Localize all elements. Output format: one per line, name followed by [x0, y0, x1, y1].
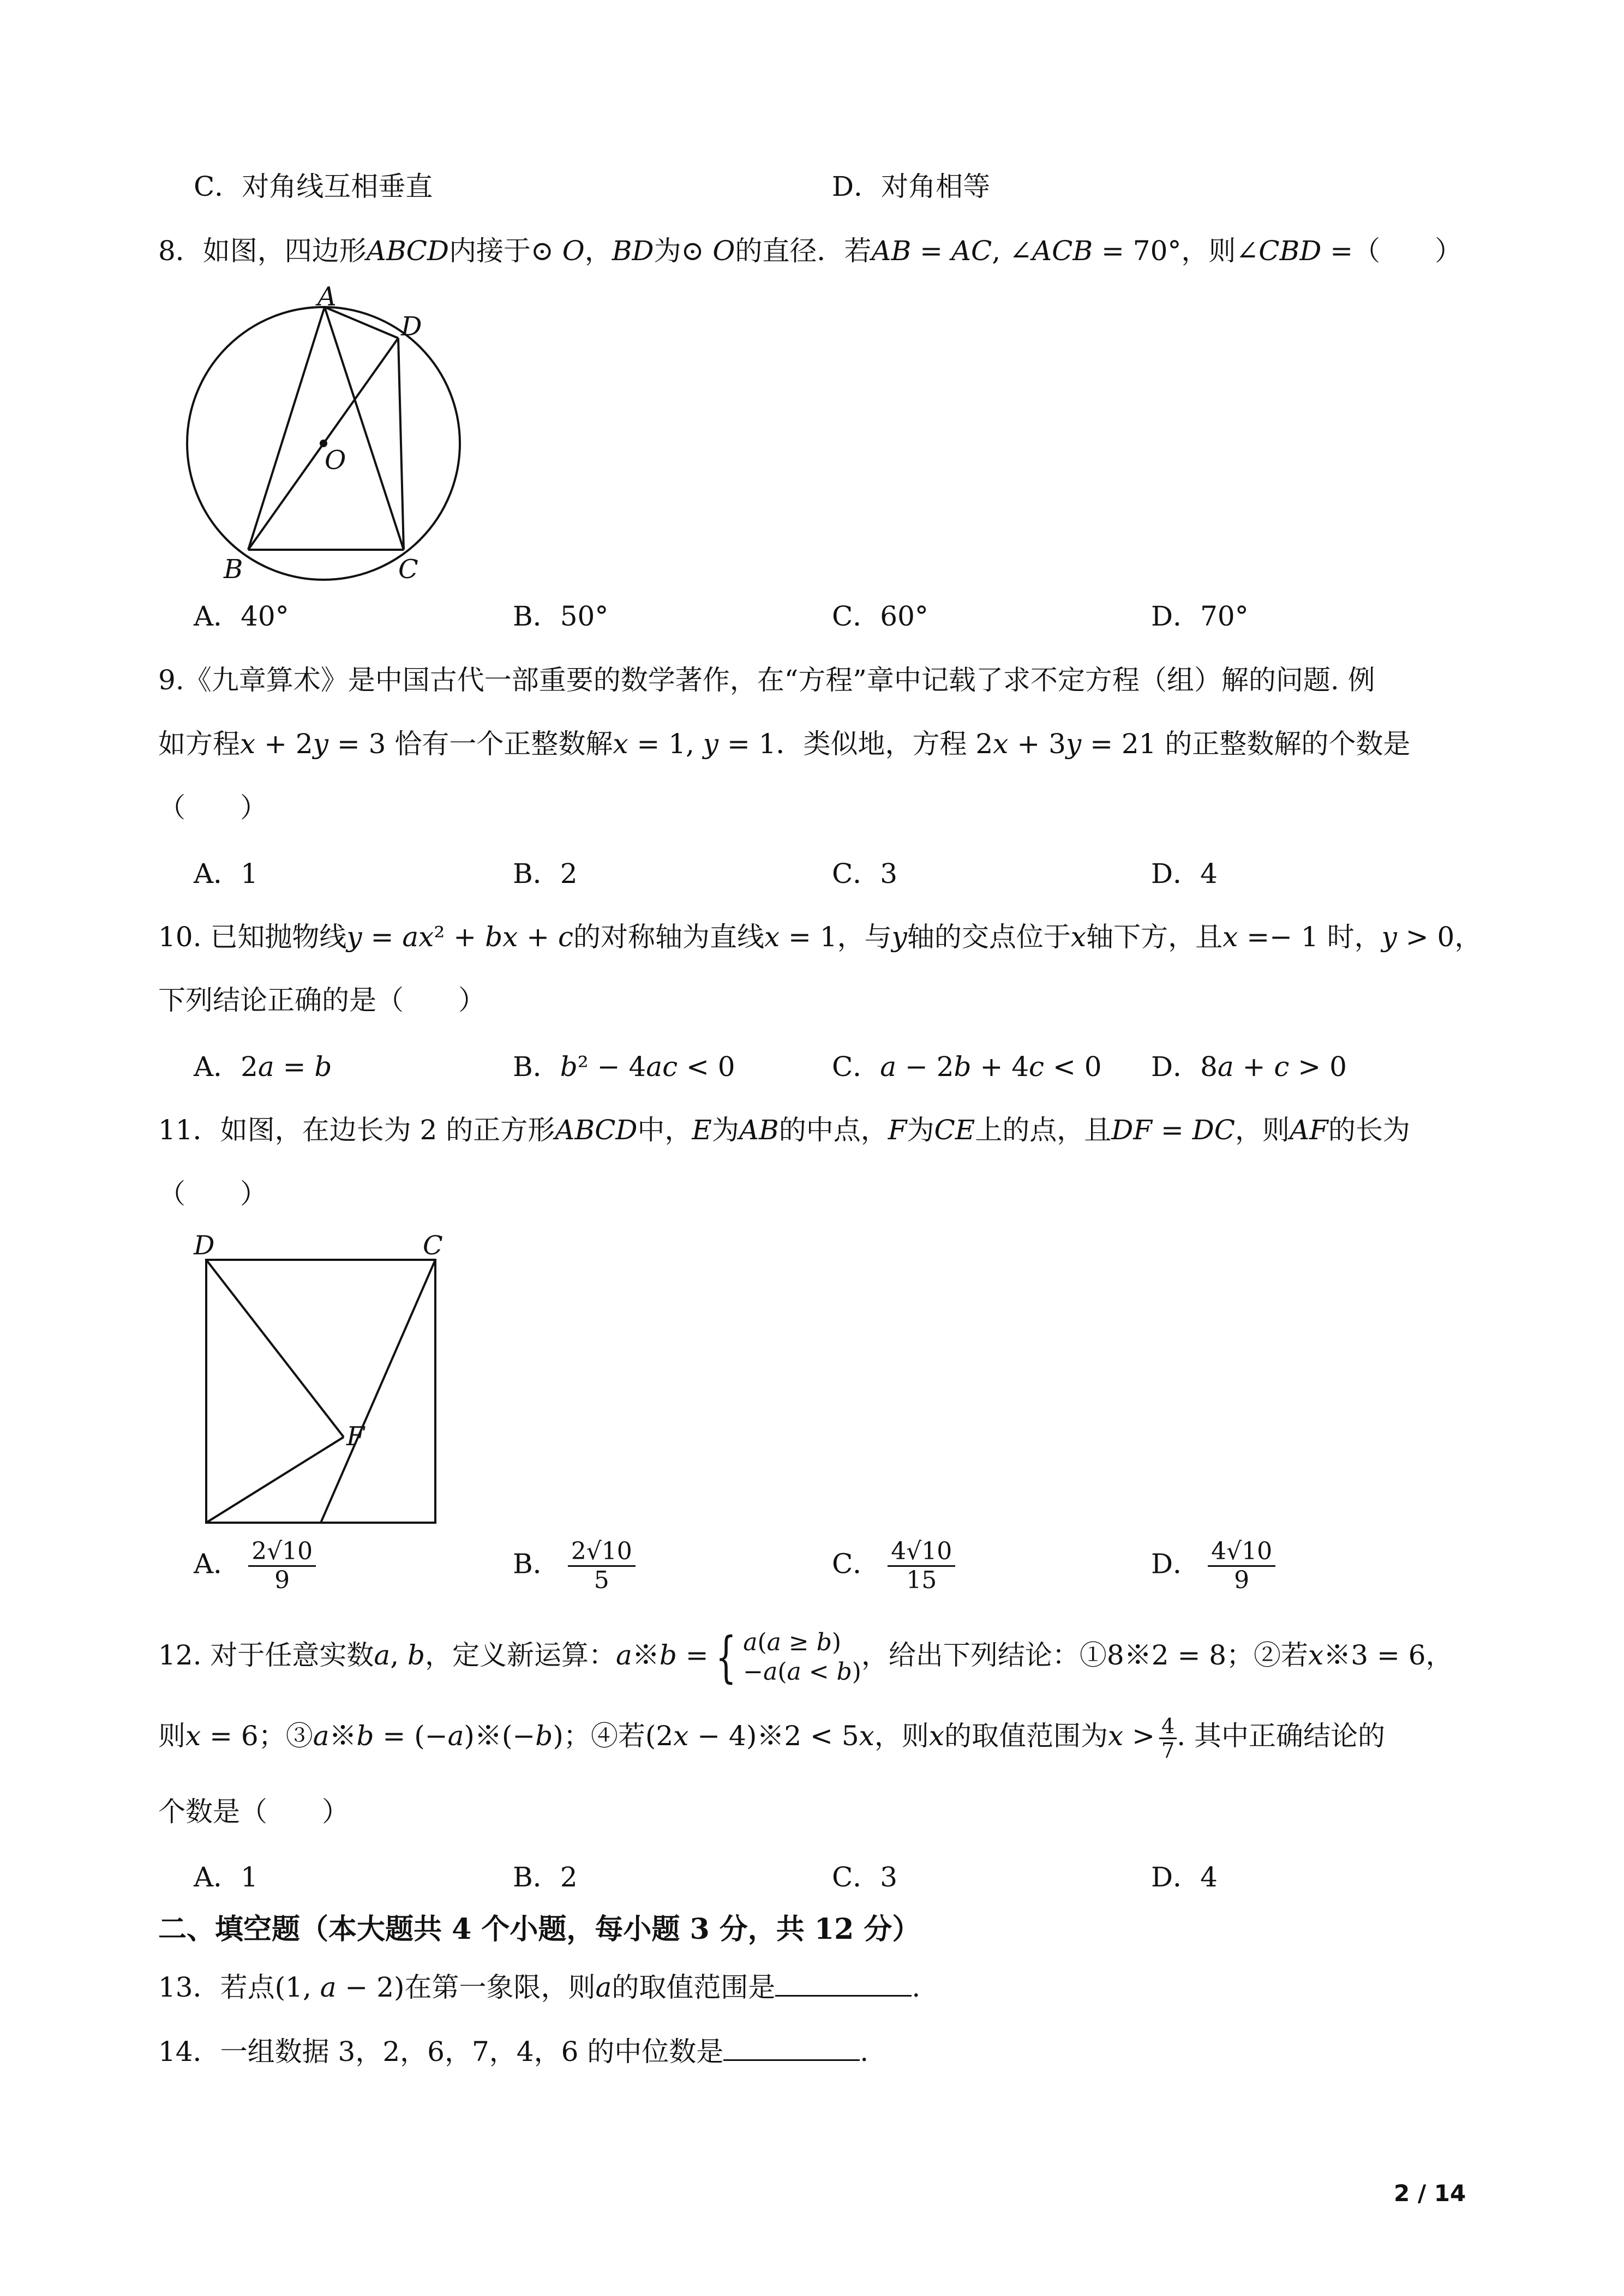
q10-line-1: 10. 已知抛物线𝑦 = 𝑎𝑥² + 𝑏𝑥 + 𝑐的对称轴为直线𝑥 = 1，与𝑦轴的交点位于𝑥轴下方，且𝑥 =− 1 时，𝑦 > 0， [158, 921, 1482, 953]
option-fraction [248, 1538, 316, 1594]
segment-af [206, 1437, 344, 1523]
option-letter: C． [832, 1548, 880, 1580]
label-d: D [401, 311, 422, 342]
q12-line-1 [158, 1625, 1453, 1687]
section-2-title: 二、填空题（本大题共 4 个小题，每小题 3 分，共 12 分） [158, 1913, 921, 1946]
q12-line-1-prefix: 12. 对于任意实数𝑎, 𝑏，定义新运算：𝑎※𝑏 = [158, 1639, 709, 1671]
q8-option-c: C．60° [832, 600, 928, 632]
q12-line-3: 个数是（ ） [158, 1796, 349, 1828]
q12-option-a: A．1 [194, 1861, 258, 1893]
q12-option-c: C．3 [832, 1861, 898, 1893]
q14-line [158, 2033, 868, 2069]
q10-option-b: B．𝑏² − 4𝑎𝑐 < 0 [513, 1051, 735, 1083]
q9-line-1: 9.《九章算术》是中国古代一部重要的数学著作，在“方程”章中记载了求不定方程（组）解的问题. 例 [158, 664, 1375, 696]
q12-line-2 [158, 1710, 1385, 1762]
q14-answer-blank[interactable] [723, 2033, 860, 2061]
numerator: 4√10 [888, 1538, 955, 1567]
q10-option-c: C．𝑎 − 2𝑏 + 4𝑐 < 0 [832, 1051, 1102, 1083]
q8-option-d: D．70° [1151, 600, 1249, 632]
q11-option-a [194, 1538, 316, 1594]
q11-line-2: （ ） [158, 1178, 267, 1210]
q11-option-b [513, 1538, 636, 1594]
q12-line-2-prefix: 则𝑥 = 6；③𝑎※𝑏 = (−𝑎)※(−𝑏)；④若(2𝑥 − 4)※2 < 5𝑥，则𝑥的取值范围为𝑥 > [158, 1720, 1155, 1752]
q8-stem: 8．如图，四边形𝐴𝐵𝐶𝐷内接于⊙ 𝑂，𝐵𝐷为⊙ 𝑂的直径．若𝐴𝐵 = 𝐴𝐶, ∠𝐴𝐶𝐵 = 70°，则∠𝐶𝐵𝐷 =（ ） [158, 235, 1463, 267]
denominator: 9 [1234, 1566, 1250, 1594]
numerator: 4 [1159, 1715, 1177, 1739]
denominator: 5 [594, 1566, 609, 1594]
q7-option-c: C．对角线互相垂直 [194, 171, 433, 202]
q12-option-b: B．2 [513, 1861, 578, 1893]
q9-line-2: 如方程𝑥 + 2𝑦 = 3 恰有一个正整数解𝑥 = 1, 𝑦 = 1．类似地，方程 2𝑥 + 3𝑦 = 21 的正整数解的个数是 [158, 728, 1411, 760]
segment-ab [248, 307, 325, 550]
q9-line-3: （ ） [158, 792, 267, 824]
numerator: 4√10 [1208, 1538, 1275, 1567]
q12-option-d: D．4 [1151, 1861, 1218, 1893]
q13-answer-blank[interactable] [775, 1969, 912, 1997]
label-c: C [423, 1230, 443, 1261]
q8-option-a: A．40° [194, 600, 289, 632]
piecewise-case-top: 𝑎(𝑎 ≥ 𝑏) [743, 1628, 842, 1656]
page-number: 2 / 14 [1394, 2180, 1466, 2207]
q8-option-b: B．50° [513, 600, 609, 632]
segment-ec [321, 1260, 435, 1523]
q12-line-2-suffix: . 其中正确结论的 [1177, 1720, 1386, 1752]
q11-option-c [832, 1538, 955, 1594]
segment-df [206, 1260, 344, 1437]
option-fraction [1208, 1538, 1275, 1594]
denominator: 7 [1161, 1738, 1175, 1763]
piecewise-brace: { [715, 1625, 736, 1689]
q8-figure-circle-quadrilateral [180, 284, 535, 589]
q14-prefix: 14．一组数据 3，2，6，7，4，6 的中位数是 [158, 2036, 724, 2067]
option-letter: D． [1151, 1548, 1201, 1580]
label-c: C [398, 554, 418, 585]
option-fraction [888, 1538, 955, 1594]
q11-line-1: 11．如图，在边长为 2 的正方形𝐴𝐵𝐶𝐷中，𝐸为𝐴𝐵的中点，𝐹为𝐶𝐸上的点，且𝐷𝐹 = 𝐷𝐶，则𝐴𝐹的长为 [158, 1114, 1410, 1146]
q13-prefix: 13．若点(1, 𝑎 − 2)在第一象限，则𝑎的取值范围是 [158, 1972, 776, 2003]
q12-line-1-suffix: ，给出下列结论：①8※2 = 8；②若𝑥※3 = 6， [861, 1639, 1453, 1671]
option-letter: B． [513, 1548, 560, 1580]
q9-option-a: A．1 [194, 858, 258, 889]
square-abcd [206, 1260, 435, 1523]
q10-option-a: A．2𝑎 = 𝑏 [194, 1051, 332, 1083]
option-letter: A． [194, 1548, 241, 1580]
numerator: 2√10 [248, 1538, 316, 1567]
denominator: 15 [906, 1566, 937, 1594]
q11-option-d [1151, 1538, 1275, 1594]
label-a: A [317, 284, 337, 312]
q12-fraction [1159, 1715, 1177, 1762]
label-d: D [194, 1230, 215, 1261]
q13-suffix: . [912, 1972, 921, 2003]
label-b: B [224, 554, 243, 585]
q10-option-d: D．8𝑎 + 𝑐 > 0 [1151, 1051, 1347, 1083]
q9-option-b: B．2 [513, 858, 578, 889]
piecewise-case-bottom: −𝑎(𝑎 < 𝑏) [743, 1658, 861, 1686]
q9-option-d: D．4 [1151, 858, 1218, 889]
segment-ac [325, 307, 404, 550]
q9-option-c: C．3 [832, 858, 898, 889]
denominator: 9 [274, 1566, 290, 1594]
piecewise-cases [743, 1628, 861, 1687]
q7-option-d: D．对角相等 [832, 171, 991, 202]
q13-line [158, 1969, 920, 2005]
q14-suffix: . [860, 2036, 869, 2067]
q11-figure-square [180, 1222, 507, 1527]
numerator: 2√10 [568, 1538, 636, 1567]
label-f: F [346, 1421, 365, 1452]
segment-dc [398, 338, 404, 550]
q10-line-2: 下列结论正确的是（ ） [158, 984, 486, 1016]
label-o: O [325, 445, 346, 476]
option-fraction [568, 1538, 636, 1594]
